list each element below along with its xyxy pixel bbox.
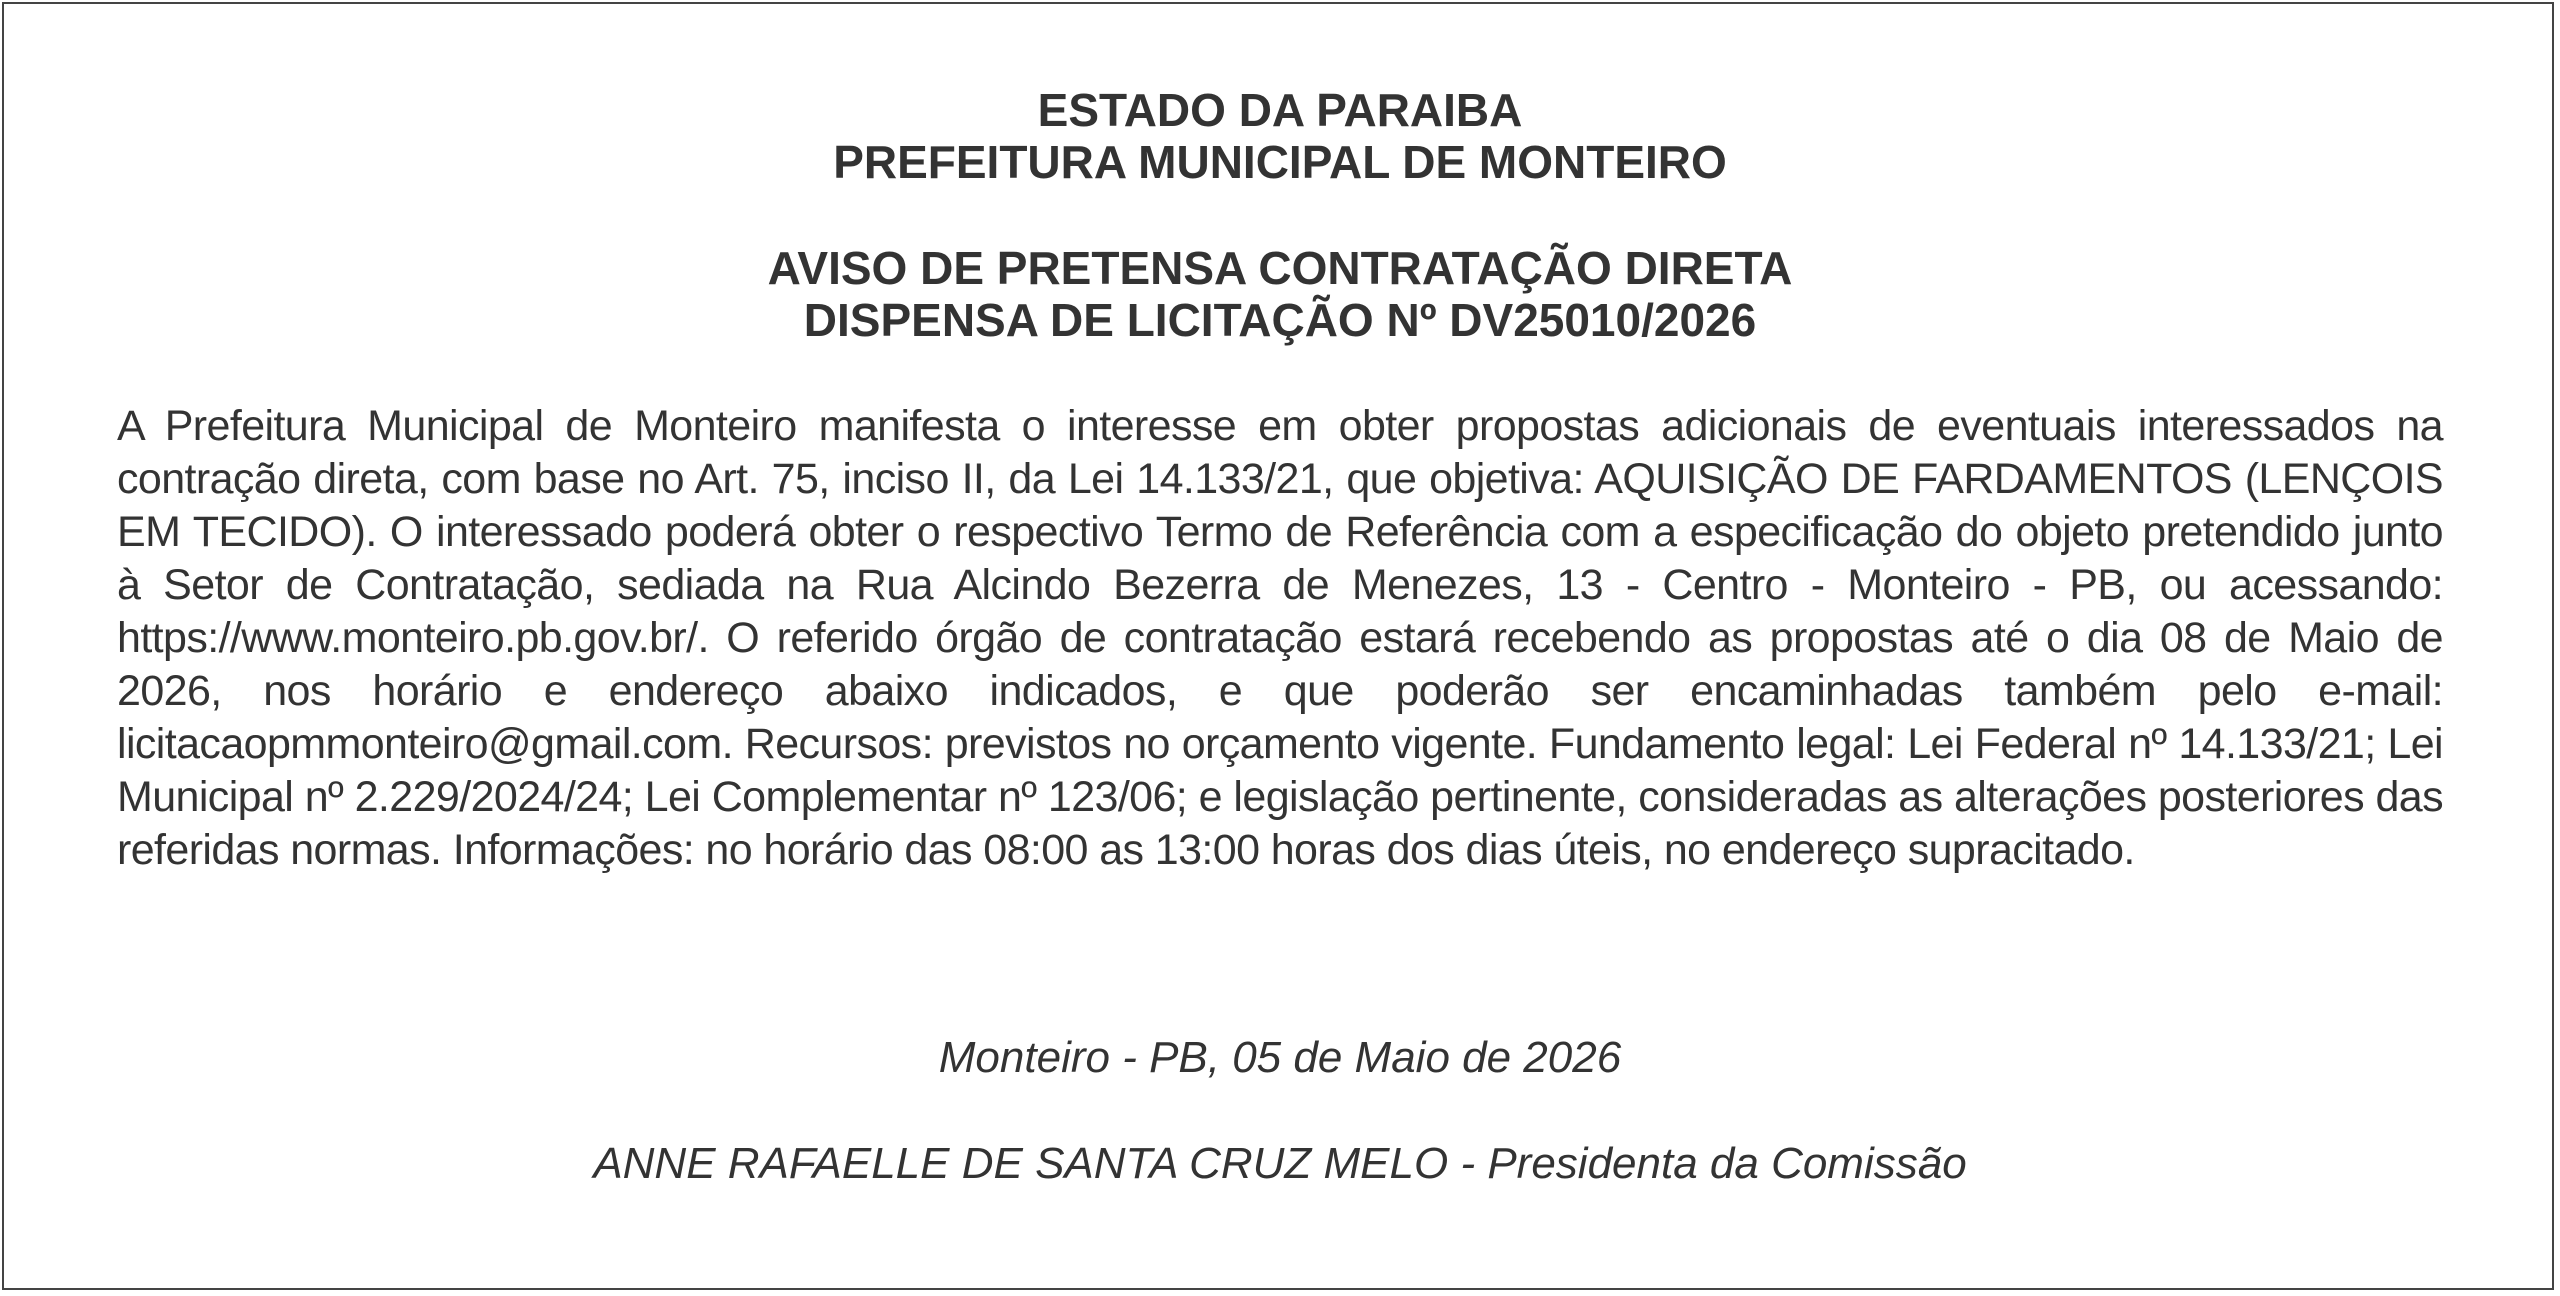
notice-body: A Prefeitura Municipal de Monteiro manifesta o interesse em obter propostas adicionais de eventuais interessados na contração direta, com base no Art. 75, inciso II, da Lei 14.133/21, que objetiva: AQUISIÇÃO DE FARDAMENTOS (LENÇOIS EM TECIDO). O interessado poderá obter o respectivo Termo de Referência com a especificação do objeto pretendido junto à Setor de Contratação, sediada na Rua Alcindo Bezerra de Menezes, 13 - Centro - Monteiro - PB, ou acessando: https://www.monteiro.pb.gov.br/. O referido órgão de contratação estará recebendo as propostas até o dia 08 de Maio de 2026, nos horário e endereço abaixo indicados, e que poderão ser encaminhadas também pelo e-mail: licitacaopmmonteiro@gmail.com. Recursos: previstos no orçamento vigente. Fundamento legal: Lei Federal nº 14.133/21; Lei Municipal nº 2.229/2024/24; Lei Complementar nº 123/06; e legislação pertinente, consideradas as alterações posteriores das referidas normas. Informações: no horário das 08:00 as 13:00 horas dos dias úteis, no endereço supracitado. [117,402,2443,874]
signatory: ANNE RAFAELLE DE SANTA CRUZ MELO - Presidenta da Comissão [593,1139,1967,1188]
issuer-header [0,84,2560,188]
state-name: ESTADO DA PARAIBA [1037,84,1523,136]
notice-heading [0,242,2560,346]
place-and-date: Monteiro - PB, 05 de Maio de 2026 [938,1033,1622,1082]
notice-title: AVISO DE PRETENSA CONTRATAÇÃO DIRETA [767,242,1793,294]
municipality-name: PREFEITURA MUNICIPAL DE MONTEIRO [833,136,1727,188]
notice-number: DISPENSA DE LICITAÇÃO Nº DV25010/2026 [803,294,1757,346]
